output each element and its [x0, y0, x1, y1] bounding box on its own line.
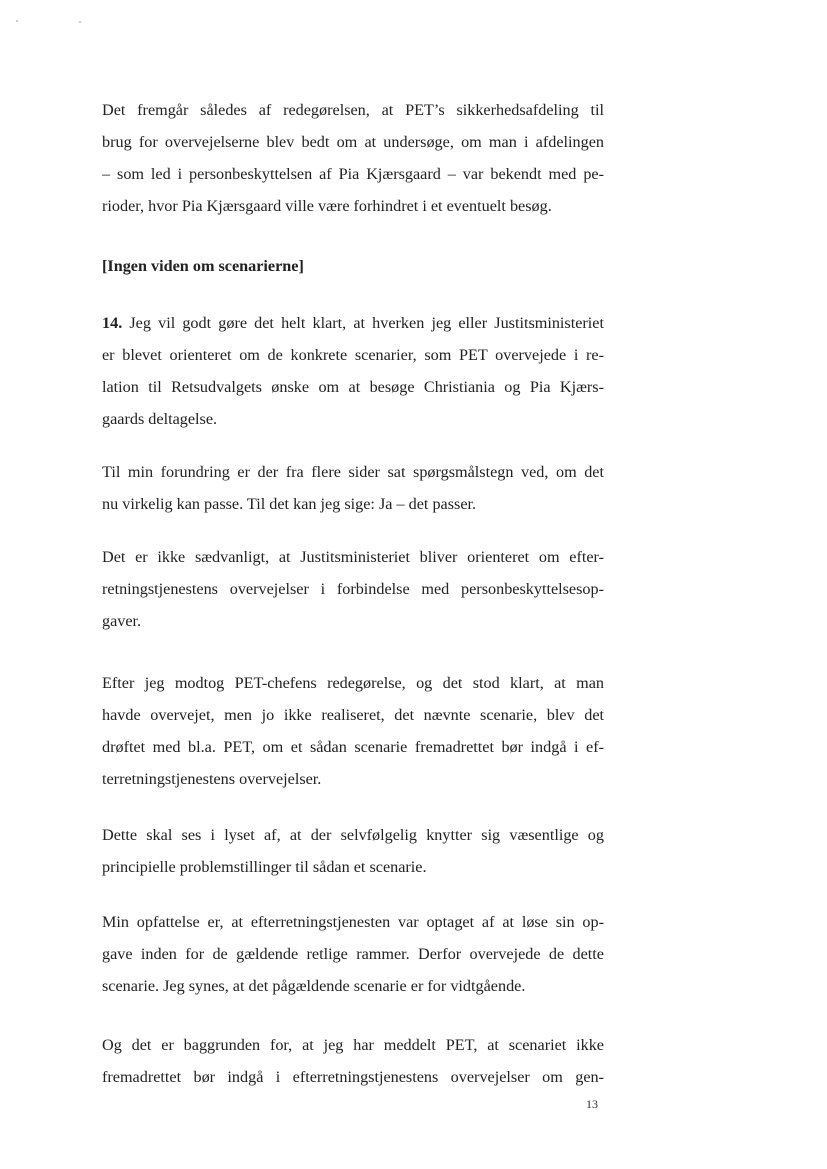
text-line: gave inden for de gældende retlige rammer. Derfor overvejede de dette [102, 945, 604, 963]
text-line: havde overvejet, men jo ikke realiseret, det nævnte scenarie, blev det [102, 706, 604, 724]
text-line: fremadrettet bør indgå i efterretningstjenestens overvejelser om gen- [102, 1068, 604, 1086]
text-line: Til min forundring er der fra flere sider sat spørgsmålstegn ved, om det [102, 463, 604, 481]
text-line [102, 313, 604, 333]
text-line: brug for overvejelserne blev bedt om at undersøge, om man i afdelingen [102, 133, 604, 151]
text-line: Dette skal ses i lyset af, at der selvfølgelig knytter sig væsentlige og [102, 826, 604, 844]
text-line: principielle problemstillinger til sådan et scenarie. [102, 858, 427, 876]
text-line: terretningstjenestens overvejelser. [102, 770, 322, 788]
text-span: Jeg vil godt gøre det helt klart, at hverken jeg eller Justitsministeriet [122, 314, 604, 332]
paragraph-number: 14. [102, 314, 123, 332]
text-line: lation til Retsudvalgets ønske om at besøge Christiania og Pia Kjærs- [102, 378, 604, 396]
page-number: 13 [586, 1097, 598, 1111]
text-line: gaver. [102, 612, 142, 630]
text-line: nu virkelig kan passe. Til det kan jeg sige: Ja – det passer. [102, 495, 477, 513]
text-line: gaards deltagelse. [102, 410, 218, 428]
text-line: – som led i personbeskyttelsen af Pia Kjærsgaard – var bekendt med pe- [102, 165, 604, 183]
text-line: er blevet orienteret om de konkrete scenarier, som PET overvejede i re- [102, 346, 604, 364]
text-line: retningstjenestens overvejelser i forbindelse med personbeskyttelsesop- [102, 580, 604, 598]
text-line: rioder, hvor Pia Kjærsgaard ville være forhindret i et eventuelt besøg. [102, 197, 552, 215]
text-line: drøftet med bl.a. PET, om et sådan scenarie fremadrettet bør indgå i ef- [102, 738, 604, 756]
text-line: Det er ikke sædvanligt, at Justitsministeriet bliver orienteret om efter- [102, 548, 604, 566]
text-line: Efter jeg modtog PET-chefens redegørelse, og det stod klart, at man [102, 674, 604, 692]
text-line: Det fremgår således af redegørelsen, at PET’s sikkerhedsafdeling til [102, 101, 604, 119]
text-line: Og det er baggrunden for, at jeg har meddelt PET, at scenariet ikke [102, 1036, 604, 1054]
scan-speck [79, 21, 81, 23]
text-line: scenarie. Jeg synes, at det pågældende scenarie er for vidtgående. [102, 977, 526, 995]
text-line: Min opfattelse er, at efterretningstjenesten var optaget af at løse sin op- [102, 913, 604, 931]
section-heading: [Ingen viden om scenarierne] [102, 257, 304, 275]
scan-speck [16, 20, 18, 22]
